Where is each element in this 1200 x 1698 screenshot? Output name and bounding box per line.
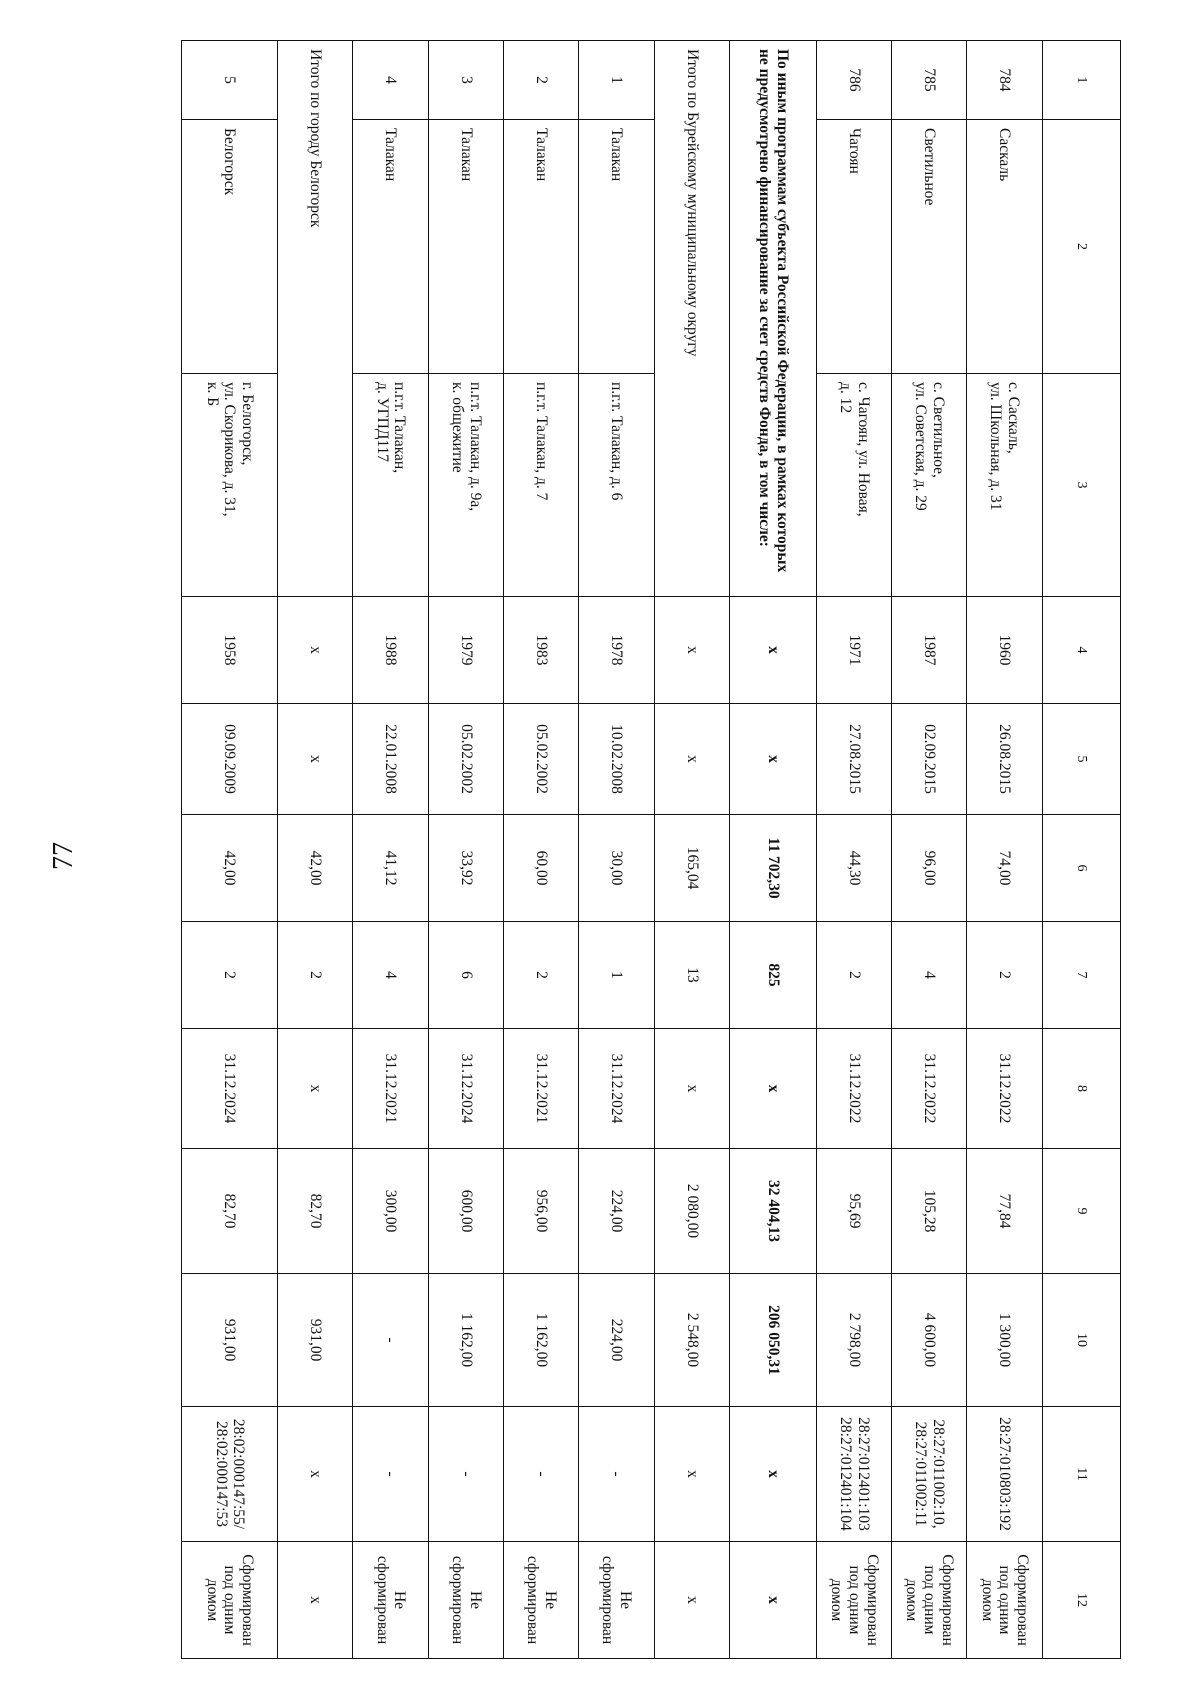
column-header-12: 12 <box>1042 1542 1120 1659</box>
cell-year-built: 1960 <box>967 597 1042 704</box>
column-header-9: 9 <box>1042 1149 1120 1274</box>
cell-land-plot-status: Сформирован под одним домом <box>891 1542 966 1659</box>
cell-recognition-date: х <box>654 704 729 815</box>
cell-land-area: 77,84 <box>967 1149 1042 1274</box>
cell-relocation-deadline: 31.12.2021 <box>353 1029 428 1149</box>
cell-land-plot-status: Сформирован под одним домом <box>816 1542 891 1659</box>
cell-relocation-deadline: х <box>654 1029 729 1149</box>
page-number: 77 <box>48 842 79 870</box>
cell-relocation-deadline: 31.12.2024 <box>182 1029 278 1149</box>
cell-area: 96,00 <box>891 815 966 922</box>
cell-recognition-date: 05.02.2002 <box>504 704 579 815</box>
column-header-4: 4 <box>1042 597 1120 704</box>
column-header-8: 8 <box>1042 1029 1120 1149</box>
cell-land-plot-status: Не сформирован <box>353 1542 428 1659</box>
cell-land-area: 32 404,13 <box>729 1149 816 1274</box>
cell-land-area: 82,70 <box>278 1149 353 1274</box>
cell-year-built: 1971 <box>816 597 891 704</box>
cell-row-number: 5 <box>182 41 278 120</box>
cell-year-built: 1988 <box>353 597 428 704</box>
cell-residents: 1 <box>579 922 654 1029</box>
cell-relocation-deadline: 31.12.2024 <box>428 1029 503 1149</box>
cell-address: с. Чагоян, ул. Новая, д. 12 <box>816 374 891 597</box>
summary-label: По иным программам субъекта Российской Федерации, в рамках которых не предусмотрено финансирование за счет средств Фонда, в том числе: <box>729 41 816 597</box>
cell-land-area: 600,00 <box>428 1149 503 1274</box>
cell-land-plot-status: Не сформирован <box>504 1542 579 1659</box>
cell-address: г. Белогорск, ул. Скорикова, д. 31, к. Б <box>182 374 278 597</box>
cell-year-built: 1958 <box>182 597 278 704</box>
cell-recognition-date: 09.09.2009 <box>182 704 278 815</box>
column-header-2: 2 <box>1042 120 1120 374</box>
cell-land-plot-area: 1 300,00 <box>967 1274 1042 1407</box>
cell-land-area: 300,00 <box>353 1149 428 1274</box>
cell-recognition-date: х <box>729 704 816 815</box>
cell-year-built: 1978 <box>579 597 654 704</box>
cell-area: 60,00 <box>504 815 579 922</box>
table-row <box>182 41 278 1659</box>
cell-address: п.г.т. Талакан, д. 7 <box>504 374 579 597</box>
cell-relocation-deadline: 31.12.2022 <box>967 1029 1042 1149</box>
cell-land-plot-status: х <box>654 1542 729 1659</box>
cell-land-plot-status: Не сформирован <box>428 1542 503 1659</box>
column-header-5: 5 <box>1042 704 1120 815</box>
cell-row-number: 3 <box>428 41 503 120</box>
column-header-1: 1 <box>1042 41 1120 120</box>
cell-year-built: 1979 <box>428 597 503 704</box>
cell-row-number: 784 <box>967 41 1042 120</box>
table-row <box>504 41 579 1659</box>
cell-address: с. Светильное, ул. Советская, д. 29 <box>891 374 966 597</box>
cell-area: 165,04 <box>654 815 729 922</box>
cell-address: п.г.т. Талакан, д. 6 <box>579 374 654 597</box>
cell-recognition-date: 10.02.2008 <box>579 704 654 815</box>
cell-cadastral-number: 28:27:012401:103 28:27:012401:104 <box>816 1407 891 1542</box>
cell-cadastral-number: - <box>428 1407 503 1542</box>
cell-address: с. Саскаль, ул. Школьная, д. 31 <box>967 374 1042 597</box>
cell-cadastral-number: 28:02:000147:55/ 28:02:000147:53 <box>182 1407 278 1542</box>
cell-area: 44,30 <box>816 815 891 922</box>
cell-residents: 4 <box>891 922 966 1029</box>
table-row <box>428 41 503 1659</box>
summary-row <box>278 41 353 1659</box>
cell-residents: 2 <box>182 922 278 1029</box>
cell-residents: 2 <box>504 922 579 1029</box>
column-number-row <box>1042 41 1120 1659</box>
cell-relocation-deadline: х <box>278 1029 353 1149</box>
cell-cadastral-number: х <box>729 1407 816 1542</box>
column-header-10: 10 <box>1042 1274 1120 1407</box>
cell-area: 33,92 <box>428 815 503 922</box>
cell-address: п.г.т. Талакан, д. 9а, к. общежитие <box>428 374 503 597</box>
cell-land-area: 956,00 <box>504 1149 579 1274</box>
cell-land-plot-status: Не сформирован <box>579 1542 654 1659</box>
table-row <box>891 41 966 1659</box>
cell-land-plot-area: 1 162,00 <box>504 1274 579 1407</box>
cell-land-plot-area: 931,00 <box>182 1274 278 1407</box>
cell-area: 42,00 <box>278 815 353 922</box>
cell-recognition-date: 27.08.2015 <box>816 704 891 815</box>
cell-land-area: 95,69 <box>816 1149 891 1274</box>
cell-land-plot-area: 931,00 <box>278 1274 353 1407</box>
cell-locality: Саскаль <box>967 120 1042 374</box>
cell-relocation-deadline: 31.12.2021 <box>504 1029 579 1149</box>
cell-land-plot-area: 4 600,00 <box>891 1274 966 1407</box>
column-header-11: 11 <box>1042 1407 1120 1542</box>
cell-locality: Белогорск <box>182 120 278 374</box>
housing-program-table <box>181 40 1121 1659</box>
cell-cadastral-number: - <box>353 1407 428 1542</box>
cell-land-area: 105,28 <box>891 1149 966 1274</box>
cell-land-area: 82,70 <box>182 1149 278 1274</box>
cell-address: п.г.т. Талакан, д. УГПД117 <box>353 374 428 597</box>
cell-year-built: х <box>278 597 353 704</box>
cell-land-area: 2 080,00 <box>654 1149 729 1274</box>
cell-area: 74,00 <box>967 815 1042 922</box>
cell-row-number: 785 <box>891 41 966 120</box>
cell-year-built: 1987 <box>891 597 966 704</box>
cell-land-plot-status: х <box>729 1542 816 1659</box>
column-header-7: 7 <box>1042 922 1120 1029</box>
cell-year-built: х <box>729 597 816 704</box>
cell-locality: Светильное <box>891 120 966 374</box>
cell-relocation-deadline: х <box>729 1029 816 1149</box>
cell-residents: 2 <box>278 922 353 1029</box>
cell-cadastral-number: х <box>278 1407 353 1542</box>
summary-row <box>729 41 816 1659</box>
cell-row-number: 786 <box>816 41 891 120</box>
cell-recognition-date: 02.09.2015 <box>891 704 966 815</box>
cell-residents: 2 <box>816 922 891 1029</box>
cell-land-plot-area: 1 162,00 <box>428 1274 503 1407</box>
table-row <box>353 41 428 1659</box>
cell-recognition-date: 05.02.2002 <box>428 704 503 815</box>
cell-cadastral-number: 28:27:011002:10, 28:27:011002:11 <box>891 1407 966 1542</box>
cell-land-plot-area: 224,00 <box>579 1274 654 1407</box>
summary-label: Итого по городу Белогорск <box>278 41 353 597</box>
cell-recognition-date: 26.08.2015 <box>967 704 1042 815</box>
cell-land-area: 224,00 <box>579 1149 654 1274</box>
cell-cadastral-number: - <box>579 1407 654 1542</box>
cell-row-number: 4 <box>353 41 428 120</box>
cell-land-plot-area: - <box>353 1274 428 1407</box>
cell-relocation-deadline: 31.12.2024 <box>579 1029 654 1149</box>
summary-label: Итого по Бурейскому муниципальному округу <box>654 41 729 597</box>
cell-locality: Чагоян <box>816 120 891 374</box>
summary-row <box>654 41 729 1659</box>
cell-area: 41,12 <box>353 815 428 922</box>
cell-area: 30,00 <box>579 815 654 922</box>
cell-year-built: 1983 <box>504 597 579 704</box>
cell-land-plot-status: х <box>278 1542 353 1659</box>
column-header-6: 6 <box>1042 815 1120 922</box>
cell-area: 11 702,30 <box>729 815 816 922</box>
cell-recognition-date: 22.01.2008 <box>353 704 428 815</box>
cell-land-plot-area: 2 798,00 <box>816 1274 891 1407</box>
cell-locality: Талакан <box>504 120 579 374</box>
cell-cadastral-number: - <box>504 1407 579 1542</box>
table-row <box>816 41 891 1659</box>
cell-relocation-deadline: 31.12.2022 <box>891 1029 966 1149</box>
cell-cadastral-number: 28:27:010803:192 <box>967 1407 1042 1542</box>
cell-residents: 2 <box>967 922 1042 1029</box>
cell-land-plot-area: 206 050,31 <box>729 1274 816 1407</box>
cell-residents: 825 <box>729 922 816 1029</box>
cell-relocation-deadline: 31.12.2022 <box>816 1029 891 1149</box>
table-row <box>967 41 1042 1659</box>
rotated-table-container <box>181 40 1121 1658</box>
cell-row-number: 2 <box>504 41 579 120</box>
cell-residents: 13 <box>654 922 729 1029</box>
cell-land-plot-status: Сформирован под одним домом <box>967 1542 1042 1659</box>
cell-land-plot-area: 2 548,00 <box>654 1274 729 1407</box>
cell-cadastral-number: х <box>654 1407 729 1542</box>
cell-area: 42,00 <box>182 815 278 922</box>
cell-locality: Талакан <box>579 120 654 374</box>
cell-residents: 4 <box>353 922 428 1029</box>
cell-year-built: х <box>654 597 729 704</box>
cell-recognition-date: х <box>278 704 353 815</box>
cell-land-plot-status: Сформирован под одним домом <box>182 1542 278 1659</box>
cell-locality: Талакан <box>428 120 503 374</box>
cell-residents: 6 <box>428 922 503 1029</box>
cell-row-number: 1 <box>579 41 654 120</box>
table-row <box>579 41 654 1659</box>
column-header-3: 3 <box>1042 374 1120 597</box>
cell-locality: Талакан <box>353 120 428 374</box>
